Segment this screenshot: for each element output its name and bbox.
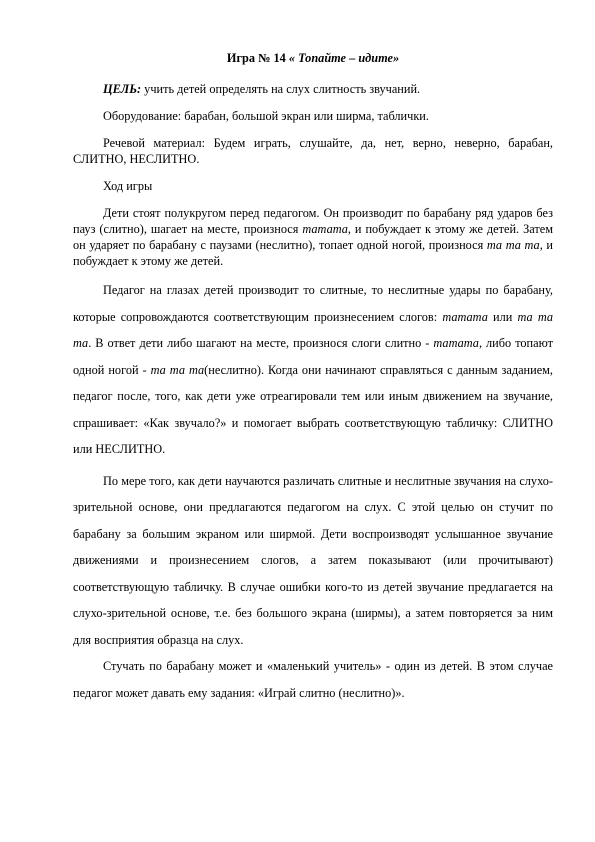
goal-paragraph xyxy=(73,81,553,97)
course-heading: Ход игры xyxy=(103,179,153,193)
document-page xyxy=(73,50,553,706)
title-game-name: « Топайте – идите» xyxy=(288,51,400,65)
paragraph-3: По мере того, как дети научаются различать слитные и неслитные звучания на слухо-зрительной основе, они предлагаются педагогом на слух. С этой целью он стучит по барабану за большим экраном или ширмой. Дети воспроизводят услышанное звучание движениями и произнесением слогов, а затем показывают (или прочитывают) соответствующую табличку. В случае ошибки кого-то из детей звучание предлагается на слухо-зрительной основе, т.е. без большого экрана (ширмы), а затем повторяется за ним для восприятия образца на слух. xyxy=(73,473,553,647)
paragraph-4: Стучать по барабану может и «маленький учитель» - один из детей. В этом случае педагог может давать ему задания: «Играй слитно (неслитно)». xyxy=(73,659,553,700)
goal-text: учить детей определять на слух слитность звучаний. xyxy=(141,82,421,96)
intro-section xyxy=(73,81,553,269)
paragraph-2: Педагог на глазах детей производит то слитные, то неслитные удары по барабану, которые сопровождаются соответствующим произнесением слогов: татата или та та та. В ответ дети либо шагают на месте, произнося слоги слитно - татата, либо топают одной ногой - та та та(неслитно). Когда они начинают справляться с данным заданием, педагог после, того, как дети уже отреагировали тем или иным движением на звучание, спрашивает: «Как звучало?» и помогает выбрать соответствующую табличку: СЛИТНО или НЕСЛИТНО. xyxy=(73,283,554,456)
paragraph-1: Дети стоят полукругом перед педагогом. Он производит по барабану ряд ударов без пауз (слитно), шагает на месте, произнося татата, и побуждает к этому же детей. Затем он ударяет по барабану с паузами (неслитно), топает одной ногой, произнося та та та, и побуждает к этому же детей. xyxy=(73,206,554,268)
title-prefix: Игра № 14 xyxy=(226,51,289,65)
equipment-paragraph: Оборудование: барабан, большой экран или ширма, таблички. xyxy=(103,109,429,123)
goal-label: ЦЕЛЬ: xyxy=(103,82,142,96)
page-title xyxy=(73,50,553,66)
body-section xyxy=(73,277,553,706)
speech-material-paragraph: Речевой материал: Будем играть, слушайте, да, нет, верно, неверно, барабан, СЛИТНО, НЕСЛИТНО. xyxy=(73,136,553,166)
